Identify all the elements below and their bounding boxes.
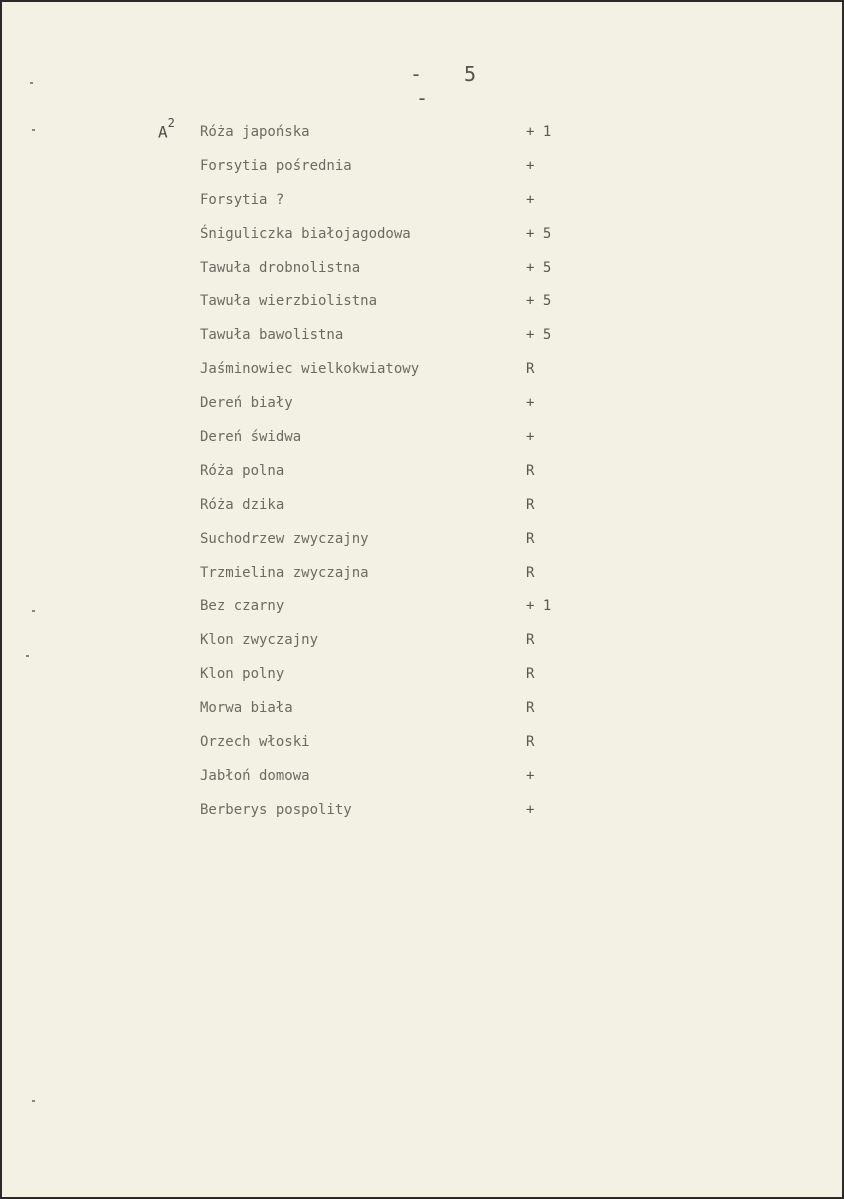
list-item [200,495,580,529]
list-item [200,732,580,766]
species-name: Forsytia ? [200,191,285,208]
list-item [200,630,580,664]
occurrence-mark: + [526,429,535,446]
page-number-line [342,62,502,110]
species-name: Róża japońska [200,124,310,140]
section-superscript: 2 [167,116,175,130]
list-item [200,529,580,563]
species-name: Trzmielina zwyczajna [200,564,369,581]
page-number: 5 [464,62,477,86]
species-name: Dereń biały [200,395,293,412]
occurrence-mark: + 5 [526,225,552,242]
occurrence-mark: + [526,395,535,412]
occurrence-mark: R [526,496,535,513]
species-name: Tawuła drobnolistna [200,259,361,276]
occurrence-mark: + [526,767,535,784]
document-page [2,2,842,1197]
list-item [200,563,580,597]
species-name: Bez czarny [200,598,285,615]
page-number-dash-right: - [415,86,429,110]
section-marker [158,116,175,142]
occurrence-mark: + [526,157,535,174]
list-item [200,190,580,224]
occurrence-mark: + 5 [526,259,552,276]
species-name: Klon zwyczajny [200,632,319,649]
margin-speck [26,655,29,657]
list-item [200,291,580,325]
list-item [200,258,580,292]
occurrence-mark: R [526,462,535,479]
species-name: Morwa biała [200,700,293,717]
margin-speck [32,610,35,612]
species-name: Róża polna [200,462,285,479]
occurrence-mark: R [526,564,535,581]
list-item [200,766,580,800]
species-name: Suchodrzew zwyczajny [200,530,369,547]
section-label: A [158,122,168,142]
species-name: Jaśminowiec wielkokwiatowy [200,361,420,378]
list-item [200,698,580,732]
species-name: Forsytia pośrednia [200,157,352,174]
list-item [200,800,580,834]
species-list [200,122,580,834]
species-name: Tawuła bawolistna [200,327,344,344]
occurrence-mark: + 1 [526,124,552,140]
species-name: Tawuła wierzbiolistna [200,293,378,310]
occurrence-mark: + 5 [526,327,552,344]
page-number-dash-left: - [409,62,422,86]
occurrence-mark: R [526,666,535,683]
list-item [200,122,580,156]
list-item [200,596,580,630]
list-item [200,156,580,190]
occurrence-mark: R [526,700,535,717]
list-item [200,325,580,359]
list-item [200,359,580,393]
species-name: Śniguliczka białojagodowa [200,225,411,242]
margin-speck [32,129,35,131]
occurrence-mark: + 5 [526,293,552,310]
occurrence-mark: + [526,801,535,818]
margin-speck [32,1100,35,1102]
list-item [200,461,580,495]
list-item [200,664,580,698]
species-name: Dereń świdwa [200,429,302,446]
species-name: Klon polny [200,666,285,683]
occurrence-mark: R [526,530,535,547]
species-name: Orzech włoski [200,734,310,751]
occurrence-mark: R [526,632,535,649]
occurrence-mark: + 1 [526,598,552,615]
species-name: Jabłoń domowa [200,767,310,784]
species-name: Berberys pospolity [200,801,352,818]
list-item [200,427,580,461]
margin-speck [30,82,33,84]
occurrence-mark: R [526,361,535,378]
list-item [200,224,580,258]
occurrence-mark: R [526,734,535,751]
species-name: Róża dzika [200,496,285,513]
list-item [200,393,580,427]
occurrence-mark: + [526,191,535,208]
